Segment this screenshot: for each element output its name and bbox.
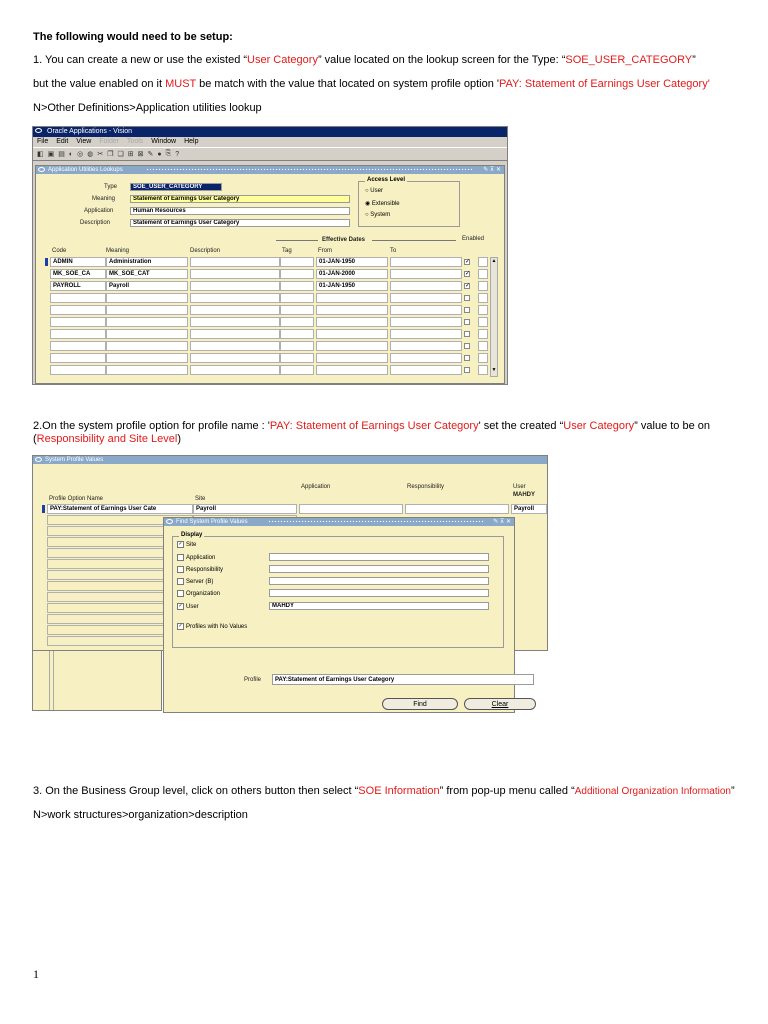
description-field[interactable]: Statement of Earnings User Category	[130, 219, 350, 227]
col-code: Code	[52, 248, 67, 254]
grid-cell-to[interactable]	[390, 257, 462, 267]
application-checkbox[interactable]: Application	[177, 554, 215, 561]
flex-field-cell[interactable]	[478, 281, 488, 291]
grid-cell-from[interactable]: 01-JAN-2000	[316, 269, 388, 279]
grid-cell-meaning[interactable]	[106, 365, 188, 375]
meaning-field[interactable]: Statement of Earnings User Category	[130, 195, 350, 203]
copy-icon[interactable]: ❐	[107, 151, 114, 158]
step1-line2: but the value enabled on it MUST be match with the value that located on system profile option 'PAY: Statement of Earnings User Category'	[33, 78, 710, 90]
menu-tools[interactable]: Tools	[126, 138, 144, 145]
col-tag: Tag	[282, 248, 292, 254]
grid-cell-description[interactable]	[190, 365, 280, 375]
spv-row-user[interactable]: Payroll	[511, 504, 547, 514]
help-icon[interactable]: ?	[175, 150, 180, 158]
grid-cell-meaning[interactable]: MK_SOE_CAT	[106, 269, 188, 279]
enabled-checkbox[interactable]: ✓	[465, 259, 471, 265]
step1-navigation: N>Other Definitions>Application utilities lookup	[33, 102, 262, 114]
grid-cell-from[interactable]	[316, 293, 388, 303]
term-soe-user-category: SOE_USER_CATEGORY	[565, 54, 693, 66]
lookups-window	[35, 165, 505, 384]
term-additional-org-info: Additional Organization Information	[574, 786, 731, 797]
access-user-radio[interactable]: ○ User	[365, 188, 383, 194]
server-checkbox[interactable]: Server (B)	[177, 578, 213, 585]
grid-cell-to[interactable]	[390, 281, 462, 291]
page-number: 1	[33, 967, 39, 981]
col-to: To	[390, 248, 397, 254]
step3-navigation: N>work structures>organization>description	[33, 809, 248, 821]
flex-field-cell[interactable]	[478, 293, 488, 303]
enabled-checkbox[interactable]	[464, 343, 470, 349]
grid-cell-code[interactable]	[50, 341, 106, 351]
meaning-label: Meaning	[92, 196, 116, 202]
spv-row-responsibility[interactable]	[405, 504, 509, 514]
flex-field-cell[interactable]	[478, 257, 488, 267]
application-label: Application	[84, 208, 114, 214]
enabled-checkbox[interactable]	[464, 367, 470, 373]
flex-field-cell[interactable]	[478, 329, 488, 339]
term-user-category-2: User Category	[563, 420, 635, 432]
enabled-checkbox[interactable]	[464, 295, 470, 301]
grid-cell-description[interactable]	[190, 305, 280, 315]
grid-cell-code[interactable]: ADMIN	[50, 257, 106, 267]
grid-cell-meaning[interactable]	[106, 329, 188, 339]
grid-cell-tag[interactable]	[280, 317, 314, 327]
grid-cell-from[interactable]: 01-JAN-1950	[316, 281, 388, 291]
menu-edit[interactable]: Edit	[56, 138, 69, 145]
oracle-logo-icon	[38, 167, 45, 172]
grid-cell-to[interactable]	[390, 365, 462, 375]
new-record-icon[interactable]: ⊞	[127, 151, 134, 158]
enabled-checkbox[interactable]: ✓	[465, 283, 471, 289]
lookups-window-titlebar: Application Utilities Lookups ✎ ⊼ ✕	[36, 166, 504, 174]
site-checkbox[interactable]: ✓ Site	[178, 541, 197, 549]
grid-cell-code[interactable]	[50, 305, 106, 315]
description-label: Description	[80, 220, 111, 226]
app-toolbar	[33, 147, 507, 161]
spv-col-user: User	[513, 484, 526, 490]
flex-field-cell[interactable]	[478, 269, 488, 279]
grid-cell-to[interactable]	[390, 305, 462, 315]
user-search-field[interactable]: MAHDY	[269, 602, 489, 610]
enabled-checkbox[interactable]: ✓	[465, 271, 471, 277]
grid-cell-tag[interactable]	[280, 329, 314, 339]
flex-field-cell[interactable]	[478, 341, 488, 351]
oracle-logo-icon	[166, 519, 173, 524]
enabled-checkbox[interactable]	[464, 355, 470, 361]
find-icon[interactable]: ◍	[87, 151, 94, 158]
save-icon[interactable]: ▣	[47, 151, 55, 158]
enabled-checkbox[interactable]	[464, 307, 470, 313]
grid-cell-from[interactable]	[316, 353, 388, 363]
spv-user-name: MAHDY	[513, 492, 535, 498]
menu-help[interactable]: Help	[184, 138, 199, 145]
spv-row-site[interactable]: Payroll	[193, 504, 297, 514]
access-system-radio[interactable]: ○ System	[365, 212, 391, 218]
grid-cell-description[interactable]	[190, 341, 280, 351]
window-controls-icon[interactable]: ✎ ⊼ ✕	[483, 167, 501, 173]
grid-cell-meaning[interactable]	[106, 353, 188, 363]
find-window-controls-icon[interactable]: ✎ ⊼ ✕	[493, 519, 511, 525]
grid-cell-to[interactable]	[390, 269, 462, 279]
grid-cell-from[interactable]	[316, 365, 388, 375]
grid-cell-meaning[interactable]: Payroll	[106, 281, 188, 291]
grid-cell-description[interactable]	[190, 317, 280, 327]
grid-cell-meaning[interactable]: Administration	[106, 257, 188, 267]
menu-view[interactable]: View	[76, 138, 92, 145]
grid-cell-description[interactable]	[190, 257, 280, 267]
application-field[interactable]: Human Resources	[130, 207, 350, 215]
lookups-screenshot	[32, 126, 508, 385]
enabled-checkbox[interactable]	[464, 331, 470, 337]
grid-cell-code[interactable]: MK_SOE_CA	[50, 269, 106, 279]
enabled-checkbox[interactable]	[464, 319, 470, 325]
col-description: Description	[190, 248, 221, 254]
app-titlebar: Oracle Applications - Vision	[33, 127, 507, 137]
col-from: From	[318, 248, 332, 254]
grid-cell-code[interactable]	[50, 317, 106, 327]
grid-cell-description[interactable]	[190, 329, 280, 339]
grid-cell-to[interactable]	[390, 317, 462, 327]
attachments-icon[interactable]: ⎘	[165, 150, 172, 157]
spv-lower-area	[32, 651, 162, 711]
spv-col-site: Site	[195, 496, 206, 502]
step2-line1: 2.On the system profile option for profile name : 'PAY: Statement of Earnings User Category' set the created “User Category” value to be on	[33, 420, 711, 432]
grid-cell-code[interactable]	[50, 293, 106, 303]
page-heading: The following would need to be setup:	[33, 31, 233, 43]
grid-cell-tag[interactable]	[280, 305, 314, 315]
grid-cell-meaning[interactable]	[106, 305, 188, 315]
menu-window[interactable]: Window	[151, 138, 177, 145]
application-search-field[interactable]	[269, 553, 489, 561]
grid-cell-code[interactable]	[50, 329, 106, 339]
grid-cell-tag[interactable]	[280, 269, 314, 279]
display-group: Display ✓ Site Application Responsibility Server (B) Organization ✓ User MAHDY ✓ Profiles with No Values	[172, 536, 504, 648]
grid-cell-tag[interactable]	[280, 257, 314, 267]
grid-cell-code[interactable]: PAYROLL	[50, 281, 106, 291]
term-must: MUST	[165, 78, 197, 90]
grid-cell-to[interactable]	[390, 353, 462, 363]
flex-field-cell[interactable]	[478, 353, 488, 363]
spv-row-profile[interactable]: PAY:Statement of Earnings User Cate	[47, 504, 193, 514]
zoom-icon[interactable]: ◎	[77, 151, 84, 158]
grid-cell-meaning[interactable]	[106, 341, 188, 351]
responsibility-search-field[interactable]	[269, 565, 489, 573]
app-menubar	[33, 137, 507, 147]
profile-label: Profile	[244, 677, 262, 683]
grid-cell-from[interactable]	[316, 305, 388, 315]
grid-cell-meaning[interactable]	[106, 317, 188, 327]
grid-cell-description[interactable]	[190, 281, 280, 291]
flex-field-cell[interactable]	[478, 305, 488, 315]
oracle-logo-icon	[35, 128, 42, 133]
step1-line1: 1. You can create a new or use the existed “User Category” value located on the lookup screen for the Type: “SOE_USER_CATEGORY”	[33, 54, 696, 66]
grid-cell-tag[interactable]	[280, 281, 314, 291]
grid-cell-tag[interactable]	[280, 365, 314, 375]
grid-cell-from[interactable]	[316, 317, 388, 327]
type-label: Type	[104, 184, 118, 190]
grid-scrollbar[interactable]: ▲ ▼	[490, 257, 498, 377]
term-responsibility-site: Responsibility and Site Level	[36, 433, 178, 445]
globe-icon[interactable]: ●	[157, 150, 162, 158]
record-indicator	[45, 258, 48, 266]
profiles-no-values-checkbox[interactable]: ✓ Profiles with No Values	[178, 623, 248, 631]
col-meaning: Meaning	[106, 248, 130, 254]
grid-cell-description[interactable]	[190, 293, 280, 303]
profile-values-screenshot	[32, 455, 548, 713]
server-search-field[interactable]	[269, 577, 489, 585]
profile-search-field[interactable]: PAY:Statement of Earnings User Category	[272, 674, 534, 685]
organization-search-field[interactable]	[269, 589, 489, 597]
flex-field-cell[interactable]	[478, 365, 488, 375]
effective-dates-label: Effective Dates	[322, 237, 366, 243]
user-checkbox[interactable]: ✓ User	[178, 603, 199, 611]
grid-cell-description[interactable]	[190, 269, 280, 279]
grid-cell-to[interactable]	[390, 329, 462, 339]
grid-cell-from[interactable]: 01-JAN-1950	[316, 257, 388, 267]
spv-col-application: Application	[301, 484, 331, 490]
edit-field-icon[interactable]: ✎	[147, 151, 154, 158]
cut-icon[interactable]: ✂	[97, 151, 104, 158]
open-icon[interactable]: ◧	[37, 151, 44, 158]
grid-cell-to[interactable]	[390, 293, 462, 303]
oracle-logo-icon	[35, 457, 42, 462]
menu-folder[interactable]: Folder	[99, 138, 120, 145]
spv-col-responsibility: Responsibility	[407, 484, 445, 490]
enabled-label: Enabled	[462, 236, 485, 242]
organization-checkbox[interactable]: Organization	[177, 590, 220, 597]
grid-cell-tag[interactable]	[280, 353, 314, 363]
grid-cell-meaning[interactable]	[106, 293, 188, 303]
navigator-icon[interactable]: ◐	[68, 150, 74, 158]
grid-cell-tag[interactable]	[280, 341, 314, 351]
grid-cell-from[interactable]	[316, 329, 388, 339]
print-icon[interactable]: ▤	[58, 151, 65, 158]
delete-record-icon[interactable]: ⊠	[137, 151, 144, 158]
grid-cell-from[interactable]	[316, 341, 388, 351]
flex-field-cell[interactable]	[478, 317, 488, 327]
grid-cell-to[interactable]	[390, 341, 462, 351]
find-button[interactable]: Find	[382, 698, 458, 710]
type-field[interactable]: SOE_USER_CATEGORY	[130, 183, 222, 191]
find-profile-values-window	[163, 517, 515, 713]
step2-line2: (Responsibility and Site Level)	[33, 433, 181, 445]
spv-col-profile: Profile Option Name	[49, 496, 104, 502]
grid-cell-description[interactable]	[190, 353, 280, 363]
find-titlebar: Find System Profile Values ✎ ⊼ ✕	[164, 518, 514, 526]
spv-row-application[interactable]	[299, 504, 403, 514]
term-soe-information: SOE Information	[358, 785, 440, 797]
record-indicator	[42, 505, 45, 513]
grid-cell-tag[interactable]	[280, 293, 314, 303]
step3-line1: 3. On the Business Group level, click on others button then select “SOE Information” from pop-up menu called “Additional Organization Information”	[33, 785, 735, 797]
access-level-group: Access Level ○ User ◉ Extensible ○ System	[358, 181, 460, 227]
clear-button[interactable]: Clear	[464, 698, 536, 710]
grid-cell-code[interactable]	[50, 353, 106, 363]
menu-file[interactable]: File	[37, 138, 49, 145]
term-pay-profile: PAY: Statement of Earnings User Category	[499, 78, 708, 90]
responsibility-checkbox[interactable]: Responsibility	[177, 566, 223, 573]
spv-titlebar: System Profile Values	[33, 456, 547, 464]
term-pay-profile-2: PAY: Statement of Earnings User Category	[269, 420, 479, 432]
term-user-category: User Category	[247, 54, 318, 66]
access-extensible-radio[interactable]: ◉ Extensible	[365, 201, 400, 207]
paste-icon[interactable]: ❏	[117, 151, 124, 158]
grid-cell-code[interactable]	[50, 365, 106, 375]
